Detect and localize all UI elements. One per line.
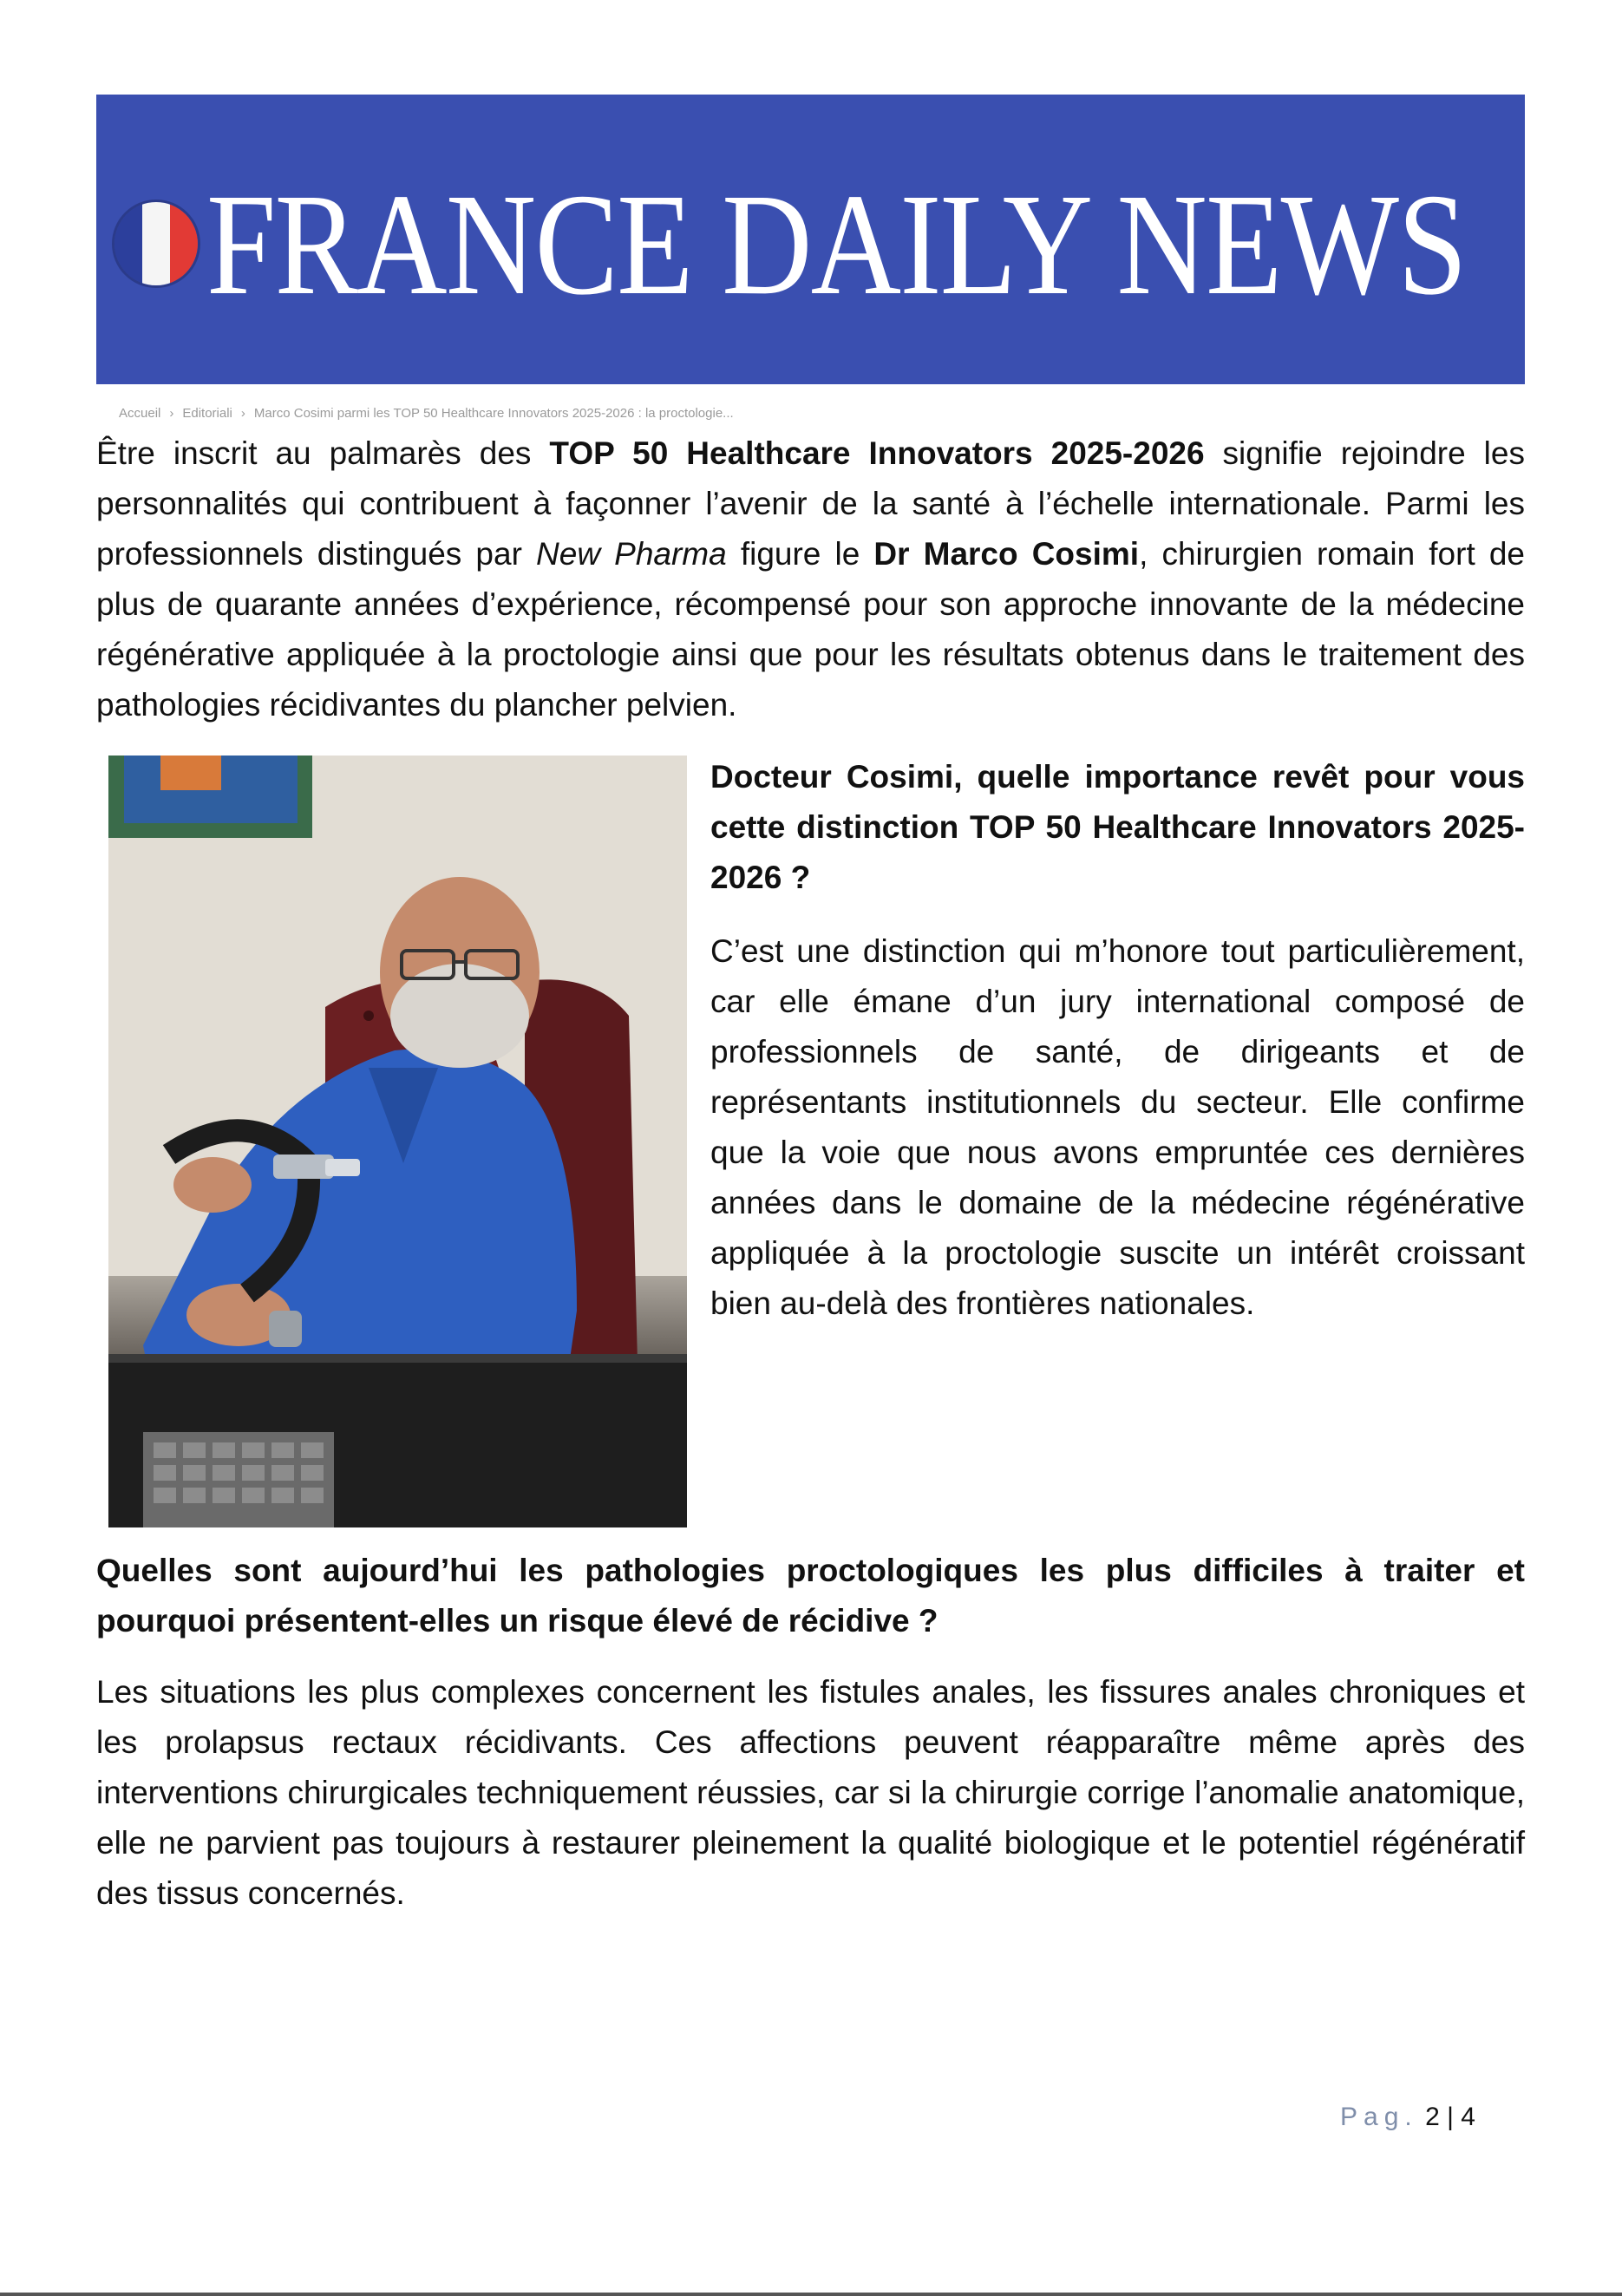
breadcrumb-item-current: Marco Cosimi parmi les TOP 50 Healthcare Innovators 2025-2026 : la proctologie... xyxy=(253,406,734,421)
intro-text: , chirurgien romain fort de plus de quarante années d’expérience, récompensé pour son approche innovante de la médecine régénérative appliquée à la proctologie ainsi que pour les résultats obtenus dans le traitement des pathologies récidivantes du plancher pelvien. xyxy=(96,536,1525,723)
page-label: Pag. xyxy=(1340,2103,1418,2131)
breadcrumb-separator: › xyxy=(240,406,245,421)
intro-italic-publication: New Pharma xyxy=(536,536,727,572)
question-1: Docteur Cosimi, quelle importance revêt pour vous cette distinction TOP 50 Healthcare Innovators 2025-2026 ? xyxy=(710,759,1525,895)
portrait-photo xyxy=(108,756,687,1527)
intro-bold-name: Dr Marco Cosimi xyxy=(873,536,1140,572)
page-number xyxy=(1340,2103,1475,2132)
question-2: Quelles sont aujourd’hui les pathologies proctologiques les plus difficiles à traiter et pourquoi présentent-elles un risque élevé de récidive ? xyxy=(96,1553,1525,1639)
masthead-banner xyxy=(96,95,1525,384)
page-separator: | xyxy=(1447,2103,1454,2131)
intro-bold-award: TOP 50 Healthcare Innovators 2025-2026 xyxy=(549,435,1205,471)
breadcrumb-item-home[interactable]: Accueil xyxy=(119,406,161,421)
intro-text: signifie rejoindre les personnalités qui contribuent à façonner l’avenir de la santé à l’échelle internationale. Parmi les professionnels distingués par xyxy=(96,435,1525,572)
breadcrumb-item-editoriali[interactable]: Editoriali xyxy=(182,406,232,421)
breadcrumb-separator: › xyxy=(169,406,174,421)
intro-text: Être inscrit au palmarès des xyxy=(96,435,550,471)
intro-text: figure le xyxy=(726,536,874,572)
answer-2: Les situations les plus complexes concernent les fistules anales, les fissures anales chroniques et les prolapsus rectaux récidivants. Ces affections peuvent réapparaître même après des interventions chirurgicales techniquement réussies, car si la chirurgie corrige l’anomalie anatomique, elle ne parvient pas toujours à restaurer pleinement la qualité biologique et le potentiel régénératif des tissus concernés. xyxy=(96,1674,1525,1911)
france-flag-icon xyxy=(114,202,198,285)
page-total: 4 xyxy=(1461,2103,1475,2131)
answer-1: C’est une distinction qui m’honore tout particulièrement, car elle émane d’un jury international composé de professionnels de santé, de dirigeants et de représentants institutionnels du secteur. Elle confirme que la voie que nous avons empruntée ces dernières années dans le domaine de la médecine régénérative appliquée à la proctologie suscite un intérêt croissant bien au-delà des frontières nationales. xyxy=(710,933,1525,1321)
bottom-divider xyxy=(0,2293,1622,2296)
intro-paragraph xyxy=(96,428,1525,730)
page-current: 2 xyxy=(1425,2103,1440,2131)
breadcrumb xyxy=(119,406,734,421)
masthead-title: FRANCE DAILY NEWS xyxy=(206,164,1466,325)
